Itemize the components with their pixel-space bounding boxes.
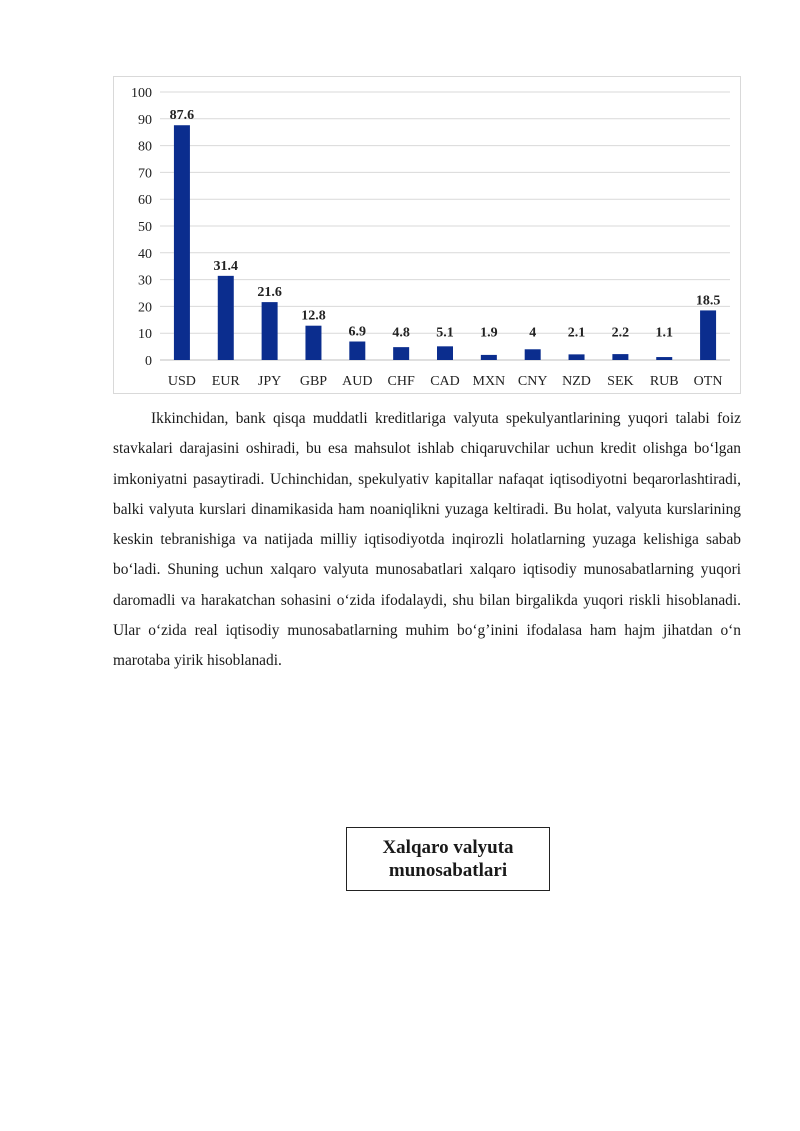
bar-chf — [393, 347, 409, 360]
bar-nzd — [569, 354, 585, 360]
bar-aud — [349, 342, 365, 360]
y-tick-label: 100 — [131, 86, 152, 101]
data-label: 1.9 — [480, 325, 498, 341]
bar-sek — [612, 354, 628, 360]
data-label: 21.6 — [257, 285, 282, 301]
x-tick-label: JPY — [257, 374, 282, 389]
x-tick-label: AUD — [342, 374, 373, 389]
bar-otn — [700, 310, 716, 360]
data-label: 87.6 — [169, 108, 195, 124]
bar-chart-svg — [114, 77, 740, 393]
y-tick-label: 40 — [138, 246, 152, 262]
y-tick-label: 0 — [145, 354, 152, 369]
x-tick-label: CAD — [430, 374, 460, 389]
x-tick-label: CHF — [387, 374, 415, 389]
x-tick-label: CNY — [517, 374, 548, 389]
x-tick-label: GBP — [299, 374, 328, 389]
body-paragraph: Ikkinchidan, bank qisqa muddatli kreditlariga valyuta spekulyantlarining yuqori talabi foiz stavkalari darajasini oshiradi, bu esa mahsulot ishlab chiqaruvchilar uchun kredit olishga bo‘lgan imkoniyatni pasaytiradi. Uchinchidan, spekulyativ kapitallar nafaqat iqtisodiyotni beqarorlashtiradi, balki valyuta kurslari dinamikasida ham noaniqlikni yuzaga keltiradi. Bu holat, valyuta kurslarining keskin tebranishiga va natijada milliy iqtisodiyotda inqirozli holatlarning yuzaga kelishiga sabab bo‘ladi. Shuning uchun xalqaro valyuta munosabatlari xalqaro iqtisodiy munosabatlarning yuqori daromadli va harakatchan sohasini o‘zida ifodalaydi, shu bilan birgalikda yuqori riskli hisoblanadi. Ular o‘zida real iqtisodiy munosabatlarning muhim bo‘g’inini ifodalasa ham hajm jihatdan o‘n marotaba yirik hisoblanadi. — [113, 410, 741, 670]
x-axis-ticks — [168, 374, 723, 389]
data-label: 12.8 — [301, 308, 326, 324]
x-tick-label: MXN — [472, 374, 506, 389]
bar-cad — [437, 346, 453, 360]
data-label: 5.1 — [436, 325, 454, 341]
bar-gbp — [305, 326, 321, 360]
data-label: 6.9 — [348, 324, 367, 340]
bar-mxn — [481, 355, 497, 360]
y-tick-label: 30 — [138, 273, 152, 289]
gridlines — [160, 92, 730, 360]
data-label: 4.8 — [392, 325, 410, 341]
x-tick-label: NZD — [562, 374, 591, 389]
y-tick-label: 50 — [138, 220, 152, 235]
x-tick-label: USD — [167, 374, 196, 389]
bar-usd — [174, 125, 190, 360]
y-tick-label: 20 — [138, 300, 152, 316]
data-label: 31.4 — [213, 258, 239, 274]
x-tick-label: SEK — [607, 374, 634, 389]
y-tick-label: 70 — [138, 166, 152, 182]
bar-chart — [113, 76, 741, 394]
y-tick-label: 90 — [138, 112, 152, 128]
x-tick-label: OTN — [693, 374, 723, 389]
y-tick-label: 80 — [138, 139, 152, 155]
x-tick-label: EUR — [211, 374, 240, 389]
section-title-box: Xalqaro valyuta munosabatlari — [346, 827, 550, 891]
bar-rub — [656, 357, 672, 360]
x-tick-label: RUB — [649, 374, 679, 389]
data-label: 4 — [529, 325, 537, 341]
data-label: 2.2 — [611, 325, 630, 341]
bar-eur — [218, 276, 234, 360]
y-tick-label: 10 — [138, 327, 152, 343]
data-label: 18.5 — [695, 293, 721, 309]
y-axis-ticks — [131, 86, 152, 369]
bar-jpy — [262, 302, 278, 360]
data-label: 1.1 — [655, 325, 673, 341]
bar-cny — [525, 349, 541, 360]
data-label: 2.1 — [567, 325, 586, 341]
data-labels — [170, 108, 721, 340]
y-tick-label: 60 — [138, 193, 152, 209]
